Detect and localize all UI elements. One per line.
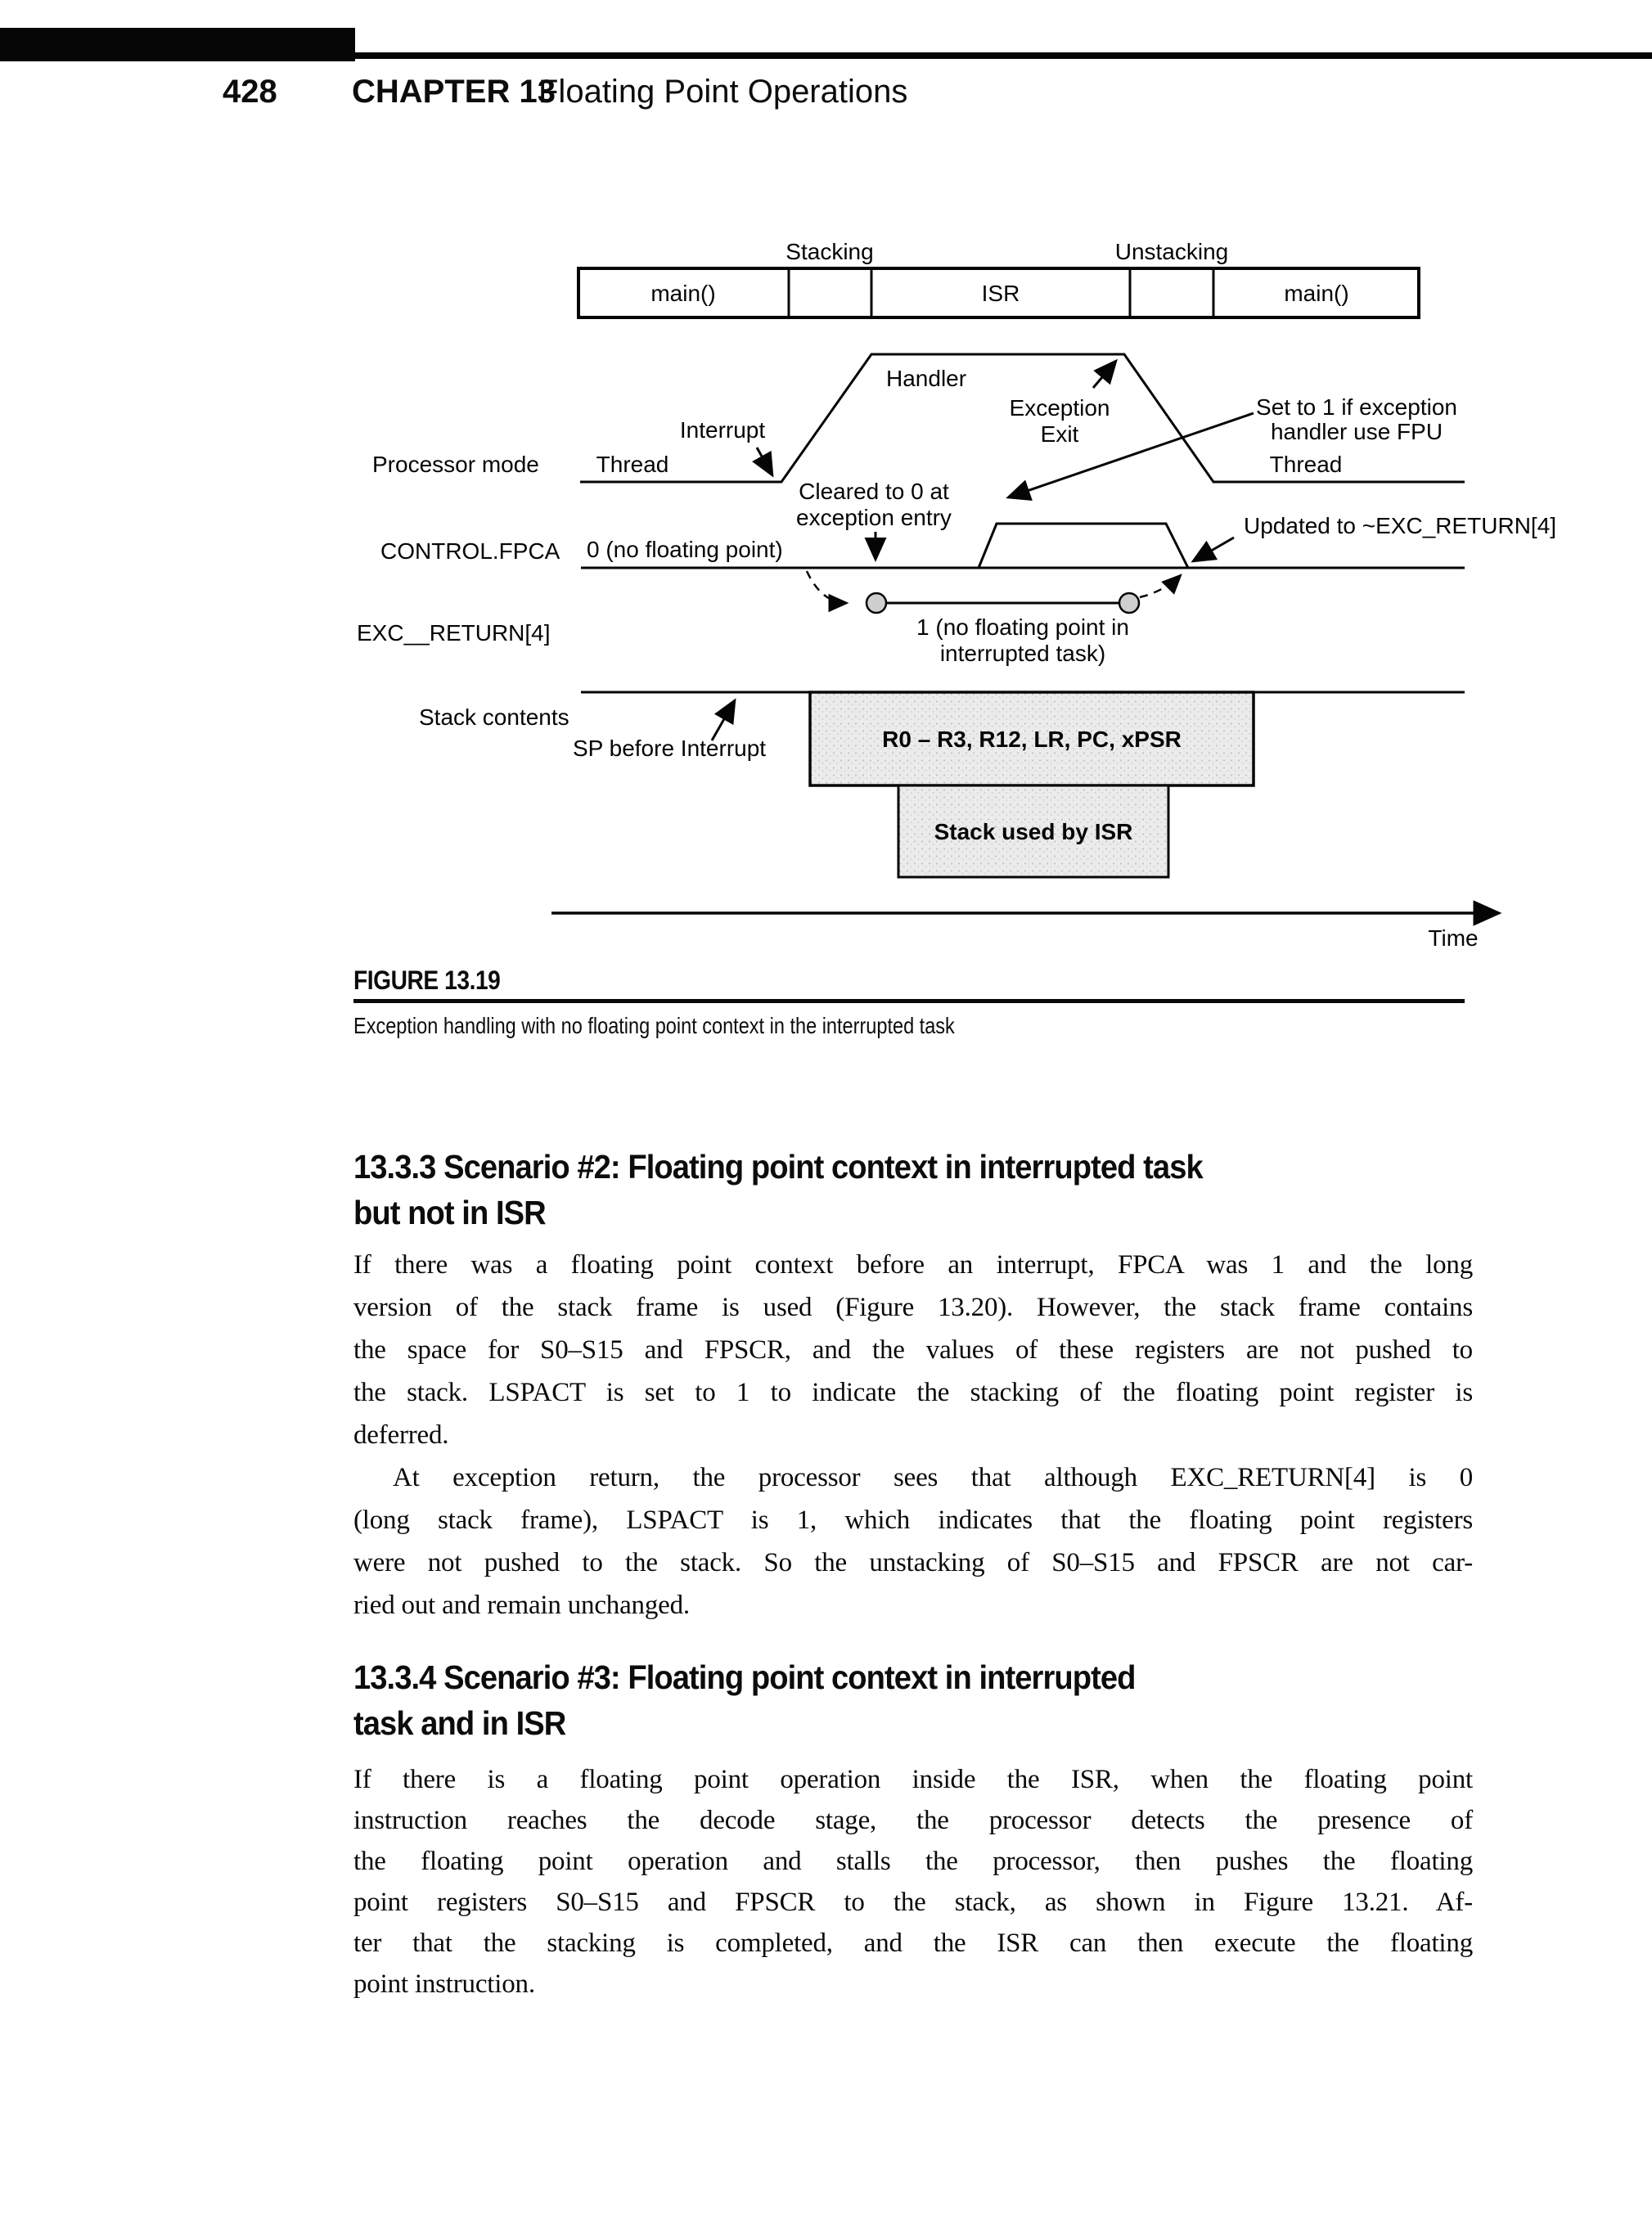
fpca-raised-pulse (979, 524, 1188, 568)
body-line: were not pushed to the stack. So the unstacking of S0–S15 and FPSCR are not car- (353, 1548, 1473, 1577)
exception-exit-line2: Exit (1040, 421, 1079, 447)
interrupt-label: Interrupt (679, 417, 766, 443)
body-line: the space for S0–S15 and FPSCR, and the values of these registers are not pushed to (353, 1335, 1473, 1365)
chapter-label: CHAPTER 13 (352, 74, 556, 110)
body-line: ter that the stacking is completed, and the ISR can then execute the floating (353, 1928, 1473, 1958)
chapter-title: Floating Point Operations (538, 74, 908, 110)
figure-13-19-diagram (0, 229, 1652, 957)
body-line: point instruction. (353, 1969, 535, 1999)
body-line: If there was a floating point context before an interrupt, FPCA was 1 and the long (353, 1250, 1473, 1280)
body-line: At exception return, the processor sees that although EXC_RETURN[4] is 0 (393, 1463, 1473, 1492)
body-line: If there is a floating point operation inside the ISR, when the floating point (353, 1765, 1473, 1794)
heading-line: but not in ISR (353, 1194, 546, 1231)
heading-line: 13.3.3 Scenario #2: Floating point context in interrupted task (353, 1148, 1203, 1186)
body-line: the stack. LSPACT is set to 1 to indicate the stacking of the floating point register is (353, 1378, 1473, 1407)
stacking-label: Stacking (785, 239, 874, 264)
section-13-3-4-body (353, 1759, 1473, 2005)
unstacking-label: Unstacking (1114, 239, 1229, 264)
exc-node-right (1119, 593, 1139, 613)
heading-line: 13.3.4 Scenario #3: Floating point context in interrupted (353, 1658, 1136, 1696)
body-line: the floating point operation and stalls the processor, then pushes the floating (353, 1847, 1473, 1876)
exception-exit-line1: Exception (1009, 395, 1110, 421)
figure-rule (353, 999, 1465, 1003)
interrupt-arrow (757, 448, 772, 475)
bar-segment-main-left: main() (650, 281, 716, 306)
stack-frame-text: R0 – R3, R12, LR, PC, xPSR (882, 727, 1182, 752)
isr-stack-text: Stack used by ISR (934, 819, 1133, 844)
stack-contents-label: Stack contents (419, 704, 569, 730)
updated-arrow (1193, 538, 1234, 561)
exc-value-line2: interrupted task) (939, 641, 1106, 666)
control-fpca-label: CONTROL.FPCA (380, 538, 560, 564)
body-line: instruction reaches the decode stage, the processor detects the presence of (353, 1806, 1473, 1835)
figure-label: FIGURE 13.19 (353, 965, 501, 995)
page-number: 428 (223, 74, 277, 110)
handler-label: Handler (886, 366, 967, 391)
body-line: version of the stack frame is used (Figure 13.20). However, the stack frame contains (353, 1293, 1473, 1322)
body-line: point registers S0–S15 and FPSCR to the stack, as shown in Figure 13.21. Af- (353, 1888, 1473, 1917)
body-line: ried out and remain unchanged. (353, 1591, 690, 1620)
exc-return-label: EXC__RETURN[4] (357, 620, 551, 646)
exception-exit-arrow (1093, 361, 1116, 388)
scan-black-bar (0, 28, 355, 61)
set-fpu-line2: handler use FPU (1270, 419, 1443, 444)
body-line: deferred. (353, 1420, 449, 1450)
cleared-line1: Cleared to 0 at (799, 479, 949, 504)
thread-left-label: Thread (596, 452, 669, 477)
fpca-zero-label: 0 (no floating point) (587, 537, 783, 562)
exc-node-left (867, 593, 886, 613)
exc-value-line1: 1 (no floating point in (916, 614, 1129, 640)
heading-line: task and in ISR (353, 1704, 566, 1742)
processor-mode-label: Processor mode (372, 452, 539, 477)
exc-dashed-arc-left (807, 571, 847, 603)
section-heading-13-3-4 (353, 1654, 1135, 1746)
bar-segment-isr: ISR (981, 281, 1020, 306)
sp-arrow (712, 700, 735, 740)
set-fpu-line1: Set to 1 if exception (1256, 394, 1457, 420)
section-13-3-3-body (353, 1244, 1473, 1627)
thread-right-label: Thread (1269, 452, 1343, 477)
cleared-line2: exception entry (796, 505, 952, 530)
time-label: Time (1428, 925, 1479, 951)
exc-dashed-arc-right (1140, 575, 1181, 597)
section-heading-13-3-3 (353, 1144, 1203, 1235)
sp-before-interrupt-label: SP before Interrupt (573, 736, 767, 761)
top-rule (355, 52, 1652, 59)
figure-caption: Exception handling with no floating point context in the interrupted task (353, 1013, 955, 1038)
bar-segment-main-right: main() (1284, 281, 1349, 306)
updated-label: Updated to ~EXC_RETURN[4] (1244, 513, 1557, 538)
body-line: (long stack frame), LSPACT is 1, which indicates that the floating point registers (353, 1505, 1473, 1535)
